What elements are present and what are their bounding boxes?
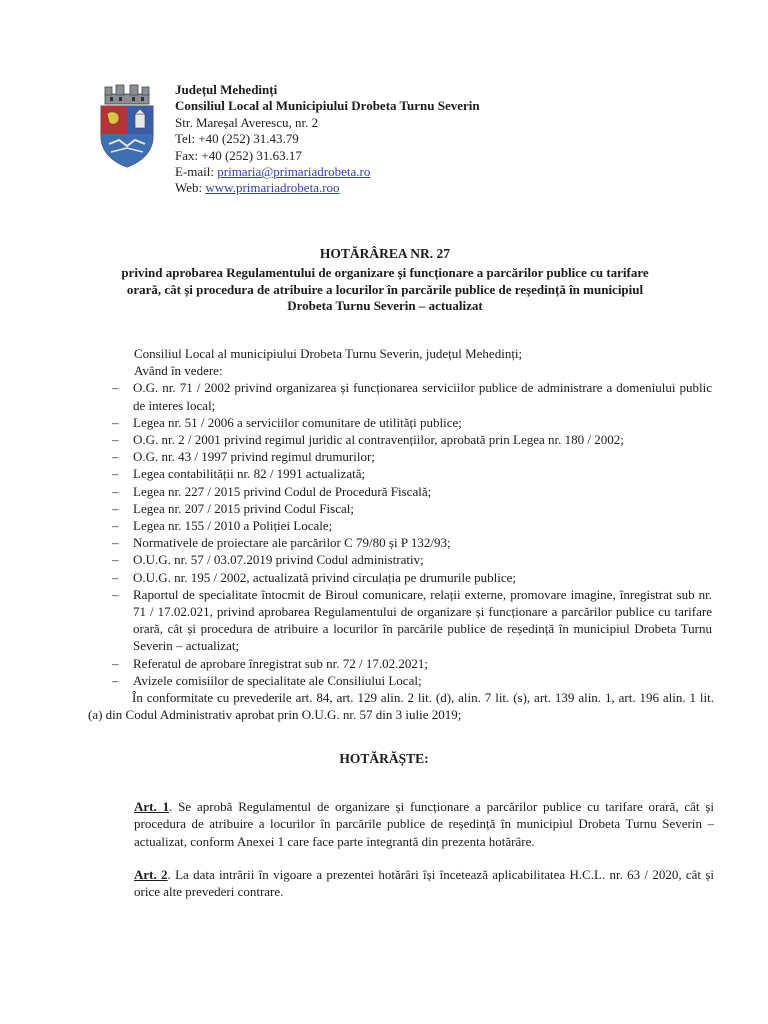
council-name: Consiliul Local al Municipiului Drobeta Turnu Severin [175,98,480,114]
article-label: Art. 1 [134,799,170,814]
coat-of-arms-logo [97,84,157,168]
decision-number: HOTĂRÂREA NR. 27 [319,246,451,261]
intro-text: Consiliul Local al municipiului Drobeta Turnu Severin, județul Mehedinți; [134,346,523,361]
legal-references-list [112,379,712,689]
article-1 [88,798,714,850]
email-link[interactable]: primaria@primariadrobeta.ro [217,164,371,180]
list-item: – Avizele comisiilor de specialitate ale Consiliului Local; [112,672,422,688]
email-label: E-mail: [175,164,218,180]
subject-line: privind aprobarea Regulamentului de organizare și funcționare a parcărilor publice cu tarifare [121,265,649,280]
decision-heading: HOTĂRĂȘTE: [339,751,429,766]
list-item: – Legea nr. 227 / 2015 privind Codul de Procedură Fiscală; [112,483,432,499]
list-item: – Legea contabilității nr. 82 / 1991 actualizată; [112,466,366,482]
article-2 [88,866,714,901]
list-item: – Raportul de specialitate întocmit de Biroul comunicare, relații externe, promovare imagine, înregistrat sub nr. 71 / 17.02.021, privind aprobarea Regulamentului de organizare și funcționare a parcărilor publice cu tarifare orară, cât și procedura de atribuire a locurilor în parcările publice de reședință în municipiul Drobeta Turnu Severin – actualizat; [112,586,712,654]
decision-subject [70,265,700,315]
list-item: – O.U.G. nr. 195 / 2002, actualizată privind circulația pe drumurile publice; [112,569,517,585]
list-item: – O.G. nr. 2 / 2001 privind regimul juridic al contravențiilor, aprobată prin Legea nr. 180 / 2002; [112,432,624,448]
article-text: . Se aprobă Regulamentul de organizare și funcționare a parcărilor publice cu tarifare orară, cât și procedura de atribuire a locurilor în parcările publice de reședință în municipiul Drobeta Turnu Severin – actualizat, conform Anexei 1 care face parte integrantă din prezenta hotărâre. [134,799,714,849]
web-link[interactable]: www.primariadrobeta.roo [205,180,340,196]
address: Str. Mareșal Averescu, nr. 2 [175,114,319,130]
letterhead [175,82,480,197]
list-item: – Legea nr. 155 / 2010 a Poliției Locale; [112,518,333,534]
list-item: – O.G. nr. 71 / 2002 privind organizarea și funcționarea serviciilor publice de administrare a domeniului public de interes local; [112,380,712,413]
list-item: – O.G. nr. 43 / 1997 privind regimul drumurilor; [112,449,375,465]
article-text: . La data intrării în vigoare a prezentei hotărâri își încetează aplicabilitatea H.C.L. nr. 63 / 2020, cât și orice alte prevederi contrare. [134,867,714,900]
fax: Fax: +40 (252) 31.63.17 [175,147,302,163]
web-line [175,180,480,196]
subject-line: orară, cât și procedura de atribuire a locurilor în parcările publice de reședință în municipiul [126,281,644,297]
list-item: – O.U.G. nr. 57 / 03.07.2019 privind Codul administrativ; [112,552,424,568]
phone: Tel: +40 (252) 31.43.79 [175,131,299,147]
list-item: – Normativele de proiectare ale parcărilor C 79/80 și P 132/93; [112,535,451,551]
conformity-paragraph: În conformitate cu prevederile art. 84, art. 129 alin. 2 lit. (d), alin. 7 lit. (s), art. 139 alin. 1, art. 196 alin. 1 lit. (a) din Codul Administrativ aprobat prin O.U.G. nr. 57 din 3 iulie 2019; [88,690,714,723]
list-item: – Legea nr. 207 / 2015 privind Codul Fiscal; [112,500,354,516]
list-item: – Legea nr. 51 / 2006 a serviciilor comunitare de utilități publice; [112,414,462,430]
web-label: Web: [175,180,206,196]
list-item: – Referatul de aprobare înregistrat sub nr. 72 / 17.02.2021; [112,655,428,671]
article-label: Art. 2 [134,867,168,882]
subject-line: Drobeta Turnu Severin – actualizat [287,298,483,314]
legal-basis [88,345,714,723]
county-name: Județul Mehedinți [175,82,278,97]
email-line [175,164,480,180]
having-in-view: Având în vedere: [134,363,223,379]
